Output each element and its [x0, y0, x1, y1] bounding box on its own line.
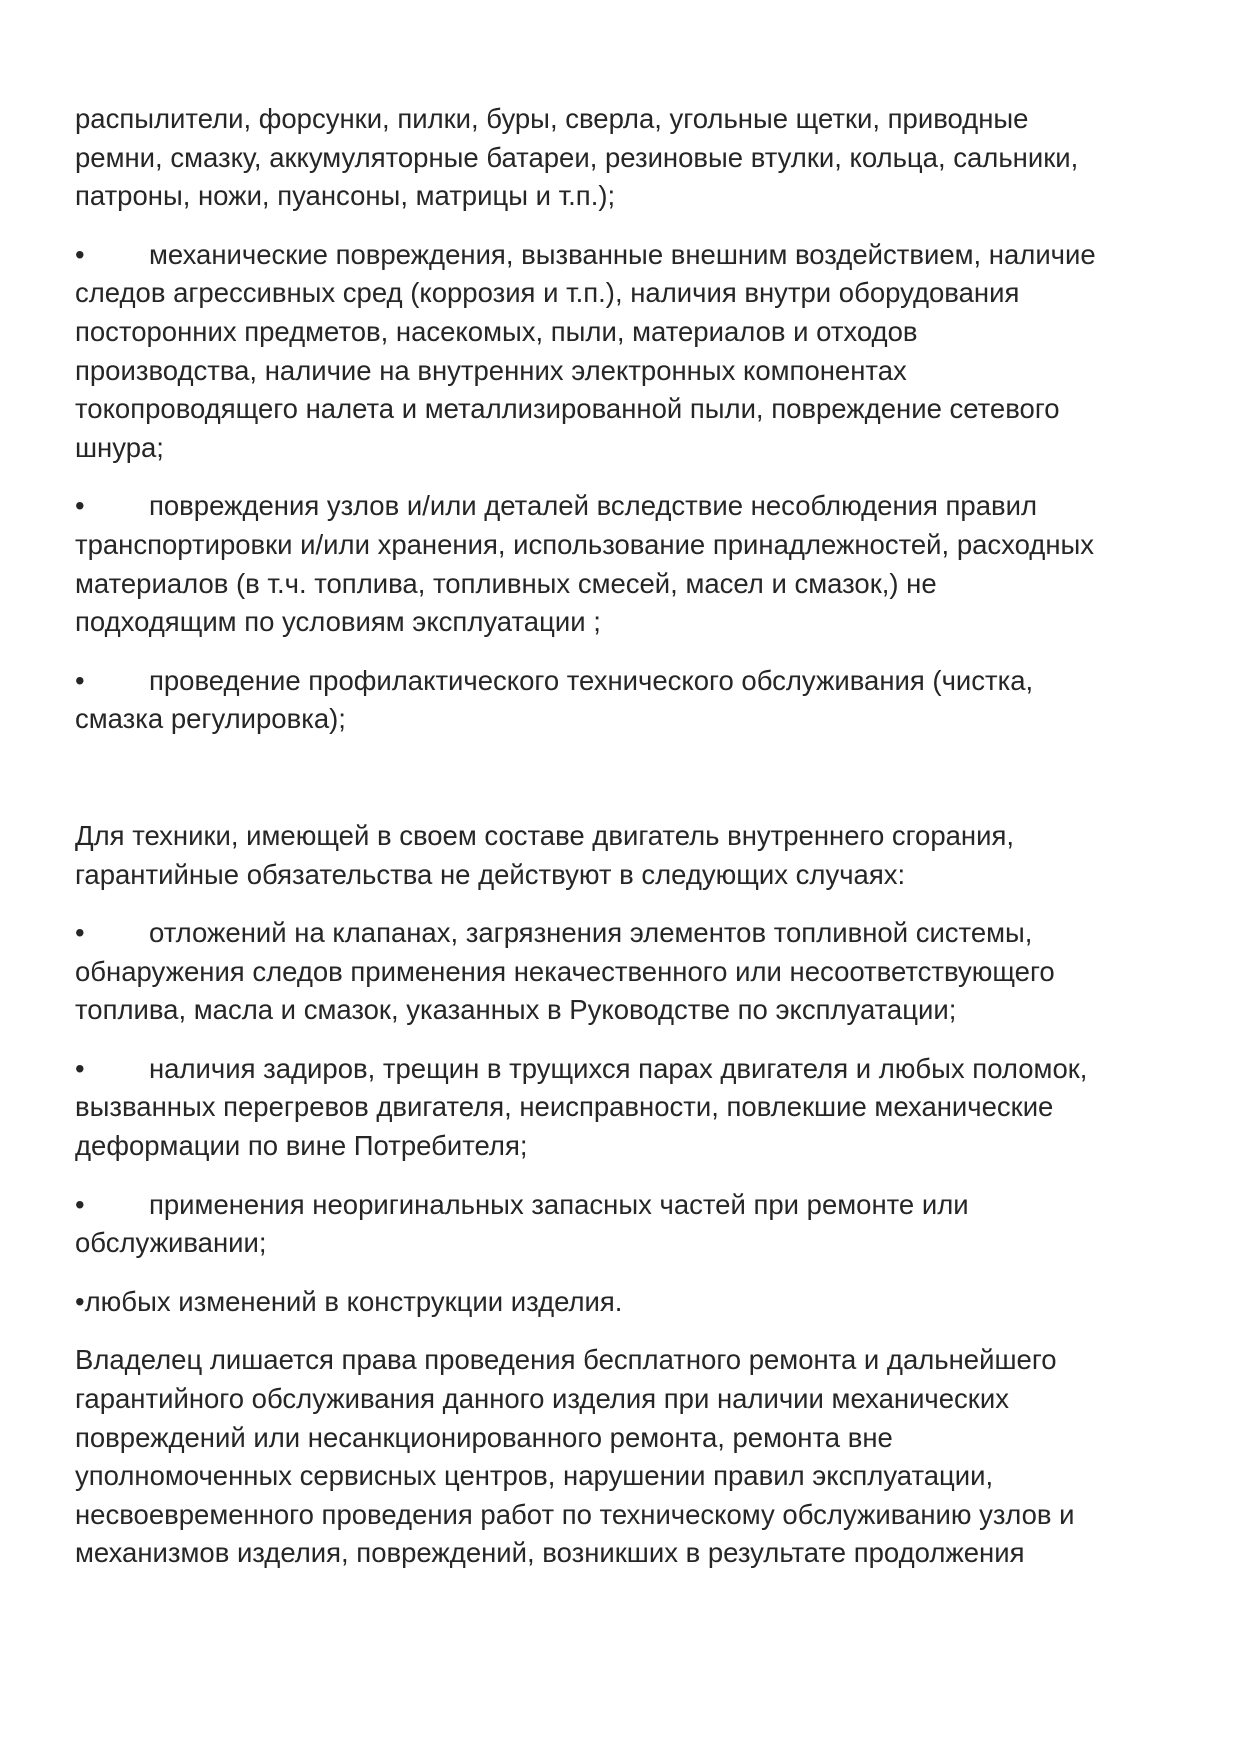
list-item-text: повреждения узлов и/или деталей вследствие несоблюдения правил транспортировки и/или хранения, использование принадлежностей, расходных материалов (в т.ч. топлива, топливных смесей, масел и смазок,) не подходящим по условиям эксплуатации ; — [75, 490, 1095, 638]
owner-rights-paragraph: Владелец лишается права проведения бесплатного ремонта и дальнейшего гарантийного обслуживания данного изделия при наличии механических повреждений или несанкционированного ремонта, ремонта вне уполномоченных сервисных центров, нарушении правил эксплуатации, несвоевременного проведения работ по техническому обслуживанию узлов и механизмов изделия, повреждений, возникших в результате продолжения — [75, 1344, 1075, 1569]
intro-continuation-paragraph: распылители, форсунки, пилки, буры, сверла, угольные щетки, приводные ремни, смазку, аккумуляторные батареи, резиновые втулки, кольца, сальники, патроны, ножи, пуансоны, матрицы и т.п.); — [75, 103, 1079, 212]
list-item-text: любых изменений в конструкции изделия. — [84, 1285, 623, 1317]
list-item — [75, 487, 1185, 641]
bullet-icon: • — [75, 1188, 85, 1220]
bullet-icon: • — [75, 664, 85, 696]
section-spacer — [75, 759, 1185, 817]
bullet-icon: • — [75, 490, 85, 522]
bullet-icon: • — [75, 238, 85, 270]
list-item — [75, 236, 1185, 468]
engine-section-intro: Для техники, имеющей в своем составе двигатель внутреннего сгорания, гарантийные обязательства не действуют в следующих случаях: — [75, 819, 1015, 890]
bullet-icon: • — [75, 917, 85, 949]
list-item — [75, 914, 1185, 1030]
list-item — [75, 1186, 1185, 1263]
list-item-text: механические повреждения, вызванные внешним воздействием, наличие следов агрессивных сред (коррозия и т.п.), наличия внутри оборудования посторонних предметов, насекомых, пыли, материалов и отходов производства, наличие на внутренних электронных компонентах токопроводящего налета и металлизированной пыли, повреждение сетевого шнура; — [75, 238, 1096, 463]
list-item-text: проведение профилактического технического обслуживания (чистка, смазка регулировка); — [75, 664, 1034, 735]
bullet-icon: • — [75, 1285, 85, 1317]
list-item-text: наличия задиров, трещин в трущихся парах двигателя и любых поломок, вызванных перегревов двигателя, неисправности, повлекшие механические деформации по вине Потребителя; — [75, 1052, 1088, 1162]
list-item-text: отложений на клапанах, загрязнения элементов топливной системы, обнаружения следов применения некачественного или несоответствующего топлива, масла и смазок, указанных в Руководстве по эксплуатации; — [75, 917, 1055, 1026]
list-item-text: применения неоригинальных запасных частей при ремонте или обслуживании; — [75, 1188, 969, 1259]
list-item — [75, 662, 1185, 739]
bullet-icon: • — [75, 1052, 85, 1084]
list-item — [75, 1283, 1185, 1322]
document-page — [75, 100, 1185, 1593]
list-item — [75, 1050, 1185, 1166]
